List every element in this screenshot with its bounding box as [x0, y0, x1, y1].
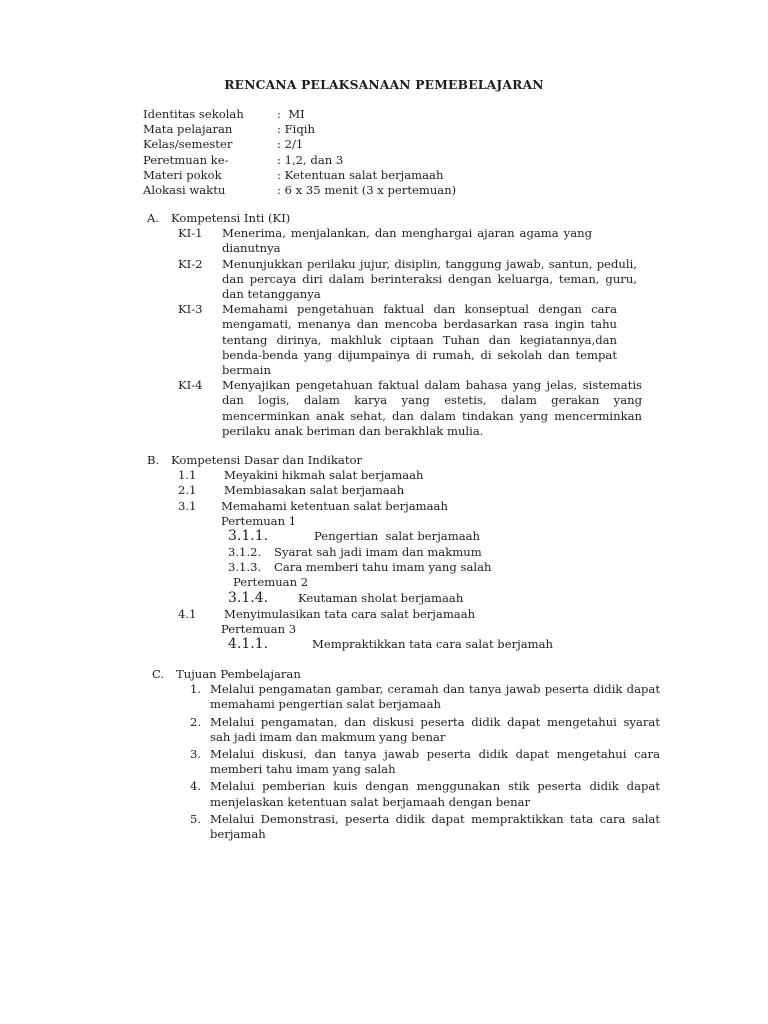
objective-item — [178, 715, 660, 745]
indicator-text: Cara memberi tahu imam yang salah — [274, 560, 492, 575]
kd-text: Menyimulasikan tata cara salat berjamaah — [224, 606, 476, 621]
indicator-item — [228, 560, 553, 575]
kd-text: Memahami ketentuan salat berjamaah — [221, 498, 448, 513]
identity-row — [143, 122, 456, 137]
section-kompetensi-inti — [147, 211, 642, 439]
kd-item — [178, 499, 553, 514]
objective-text: Melalui pengamatan gambar, ceramah dan tanya jawab peserta didik dapat memahami pengertian salat berjamaah — [210, 682, 660, 712]
identity-label: Identitas sekolah — [143, 107, 244, 121]
identity-label: Kelas/semester — [143, 137, 233, 152]
ki-text: Menerima, menjalankan, dan menghargai ajaran agama yang dianutnya — [222, 226, 592, 256]
identity-table — [143, 107, 456, 198]
meeting-label: Pertemuan 1 — [221, 513, 297, 528]
kd-item — [178, 468, 553, 483]
section-heading — [147, 453, 553, 468]
objective-item — [178, 747, 660, 777]
identity-row — [143, 137, 456, 152]
kd-text: Meyakini hikmah salat berjamaah — [224, 468, 424, 483]
identity-row — [143, 107, 456, 122]
identity-label: Materi pokok — [143, 167, 222, 182]
section-title: Kompetensi Inti (KI) — [171, 211, 291, 225]
section-heading — [152, 667, 660, 682]
indicator-item — [228, 545, 553, 560]
kd-item — [178, 483, 553, 498]
objective-list — [178, 682, 660, 842]
identity-value: : Fiqih — [277, 122, 315, 137]
objective-number: 2. — [189, 714, 201, 729]
identity-value: : 6 x 35 menit (3 x pertemuan) — [277, 182, 457, 197]
kd-text: Membiasakan salat berjamaah — [224, 483, 405, 498]
ki-item — [178, 226, 642, 256]
indicator-text: Mempraktikkan tata cara salat berjamah — [312, 637, 554, 652]
meeting-label: Pertemuan 2 — [233, 575, 309, 590]
kd-number: 1.1 — [178, 468, 197, 483]
indicator-text: Keutaman sholat berjamaah — [298, 590, 464, 605]
identity-value: : MI — [277, 107, 305, 121]
identity-row — [143, 183, 456, 198]
ki-code: KI-3 — [178, 302, 203, 317]
identity-label: Mata pelajaran — [143, 122, 233, 137]
section-tujuan-pembelajaran — [152, 667, 660, 842]
section-letter: A. — [147, 211, 160, 225]
identity-value: : 1,2, dan 3 — [277, 152, 344, 167]
indicator-item — [228, 529, 553, 545]
ki-list — [178, 226, 642, 439]
indicator-number: 3.1.1. — [228, 528, 269, 545]
objective-number: 5. — [189, 811, 201, 826]
objective-item — [178, 779, 660, 809]
indicator-number: 4.1.1. — [228, 636, 269, 653]
objective-text: Melalui pengamatan, dan diskusi peserta didik dapat mengetahui syarat sah jadi imam dan makmum yang benar — [210, 714, 660, 744]
indicator-item — [228, 591, 553, 607]
ki-text: Menyajikan pengetahuan faktual dalam bahasa yang jelas, sistematis dan logis, dalam karya yang estetis, dalam gerakan yang mencerminkan anak sehat, dan dalam tindakan yang mencerminkan perilaku anak beriman dan berakhlak mulia. — [222, 378, 642, 438]
ki-code: KI-1 — [178, 226, 203, 241]
kd-number: 3.1 — [178, 498, 197, 513]
kd-number: 4.1 — [178, 606, 197, 621]
objective-text: Melalui pemberian kuis dengan menggunakan stik peserta didik dapat menjelaskan ketentuan salat berjamaah dengan benar — [210, 779, 660, 809]
objective-item — [178, 682, 660, 712]
objective-number: 3. — [189, 747, 201, 762]
kd-item — [178, 607, 553, 622]
ki-text: Memahami pengetahuan faktual dan konseptual dengan cara mengamati, menanya dan mencoba berdasarkan rasa ingin tahu tentang dirinya, makhluk ciptaan Tuhan dan kegiatannya,dan benda-benda yang dijumpainya di rumah, di sekolah dan tempat bermain — [222, 302, 617, 378]
section-heading — [147, 211, 642, 226]
ki-item — [178, 302, 642, 378]
ki-text: Menunjukkan perilaku jujur, disiplin, tanggung jawab, santun, peduli, dan percaya diri dalam berinteraksi dengan keluarga, teman, guru, dan tetangganya — [222, 256, 637, 302]
objective-number: 1. — [189, 682, 201, 697]
section-kompetensi-dasar — [147, 453, 553, 653]
ki-item — [178, 257, 642, 303]
section-title: Tujuan Pembelajaran — [176, 667, 301, 681]
indicator-number: 3.1.4. — [228, 589, 269, 606]
section-title: Kompetensi Dasar dan Indikator — [171, 453, 363, 467]
objective-item — [178, 812, 660, 842]
meeting-label: Pertemuan 3 — [221, 621, 297, 636]
identity-label: Alokasi waktu — [143, 182, 226, 197]
identity-value: : 2/1 — [277, 137, 304, 152]
ki-item — [178, 378, 642, 439]
objective-number: 4. — [189, 779, 201, 794]
kd-number: 2.1 — [178, 483, 197, 498]
ki-code: KI-2 — [178, 256, 203, 271]
objective-text: Melalui diskusi, dan tanya jawab peserta didik dapat mengetahui cara memberi tahu imam yang salah — [210, 747, 660, 777]
kd-list — [178, 468, 553, 653]
identity-value: : Ketentuan salat berjamaah — [277, 167, 444, 182]
objective-text: Melalui Demonstrasi, peserta didik dapat mempraktikkan tata cara salat berjamah — [210, 811, 660, 842]
section-letter: C. — [152, 667, 165, 681]
indicator-number: 3.1.3. — [228, 560, 262, 575]
section-letter: B. — [147, 453, 160, 467]
indicator-item — [228, 637, 553, 653]
identity-row — [143, 153, 456, 168]
ki-code: KI-4 — [178, 378, 203, 393]
identity-label: Peretmuan ke- — [143, 152, 229, 167]
document-title: RENCANA PELAKSANAAN PEMEBELAJARAN — [224, 77, 544, 92]
identity-row — [143, 168, 456, 183]
indicator-text: Syarat sah jadi imam dan makmum — [274, 545, 482, 560]
indicator-number: 3.1.2. — [228, 545, 262, 560]
indicator-text: Pengertian salat berjamaah — [314, 529, 480, 544]
